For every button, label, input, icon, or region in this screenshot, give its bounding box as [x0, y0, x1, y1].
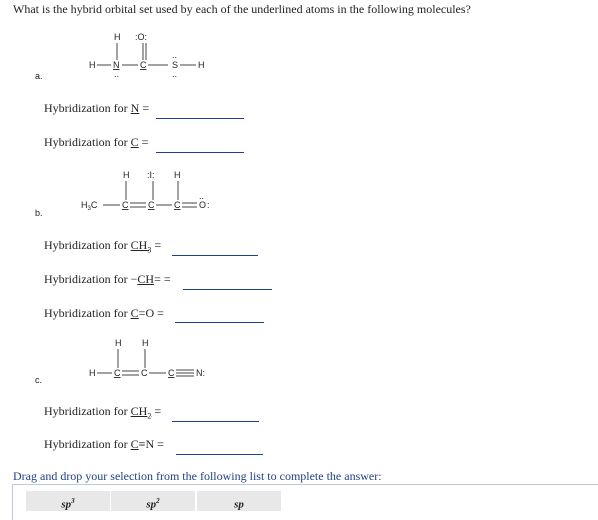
mol-c-c3: C — [168, 368, 175, 378]
part-a-q2: Hybridization for C = — [44, 135, 149, 149]
part-c-q1-atom: $CH_2$ — [130, 404, 152, 421]
part-b-q3-atom: C — [130, 306, 139, 320]
part-b-q2-atom: CH — [137, 272, 155, 286]
mol-b-c4: C — [174, 200, 181, 210]
mol-b-c2: C — [122, 200, 129, 210]
mol-c-c1: C — [114, 368, 121, 378]
mol-c-h-left: H — [89, 368, 96, 378]
mol-a-h-top: H — [114, 32, 121, 42]
part-a-q1-atom: N — [130, 101, 140, 115]
part-a-label: a. — [35, 71, 43, 81]
part-b-q3-drop-target[interactable] — [175, 322, 264, 323]
mol-a-s: S — [172, 60, 179, 70]
mol-c-h-top-right: H — [142, 338, 149, 348]
part-a-q2-drop-target[interactable] — [156, 152, 244, 153]
mol-b-c3: C — [148, 200, 155, 210]
part-b-q1-atom: $CH_3$ — [130, 238, 152, 255]
part-c-label: c. — [35, 375, 43, 385]
mol-b-h3c: $H_3C$ — [81, 200, 98, 212]
part-b-q1-drop-target[interactable] — [172, 255, 258, 256]
part-c-q1-drop-target[interactable] — [172, 421, 259, 422]
mol-a-h-right: H — [198, 60, 205, 70]
mol-a-h-left: H — [89, 60, 96, 70]
mol-a-s-lone-pair-top: .. — [172, 50, 178, 60]
mol-b-o-colon: : — [207, 200, 210, 210]
part-c-q2-atom: C — [130, 437, 139, 451]
mol-c-n: N: — [196, 368, 205, 378]
mol-a-o-top: :O: — [135, 32, 148, 42]
part-a-q2-atom: C — [130, 135, 139, 149]
mol-b-h-top-right: H — [174, 170, 181, 180]
question-text: What is the hybrid orbital set used by each of the underlined atoms in the following molecules? — [13, 2, 471, 16]
mol-a-n: N — [113, 60, 120, 70]
mol-b-i-top: :I: — [147, 170, 155, 180]
mol-a-c: C — [140, 60, 147, 70]
part-c-q1: Hybridization for $CH_2$ = — [44, 404, 162, 421]
part-b-q2-drop-target[interactable] — [183, 289, 272, 290]
part-b-q2: Hybridization for −CH= = — [44, 272, 171, 286]
part-a-q1: Hybridization for N = — [44, 101, 150, 115]
molecule-a-structure — [70, 28, 230, 88]
mol-b-o: O — [199, 200, 207, 210]
mol-b-h-top-left: H — [123, 170, 130, 180]
option-sp2[interactable]: $sp^2$ — [111, 491, 195, 511]
molecule-b-structure — [70, 166, 250, 226]
part-c-q2: Hybridization for C≡N = — [44, 437, 164, 451]
part-c-q2-drop-target[interactable] — [176, 454, 263, 455]
molecule-c-structure — [70, 334, 250, 384]
mol-b-o-lone-pair: .. — [199, 191, 205, 201]
option-sp[interactable]: sp — [197, 491, 281, 511]
part-b-q1: Hybridization for $CH_3$ = — [44, 238, 162, 255]
mol-c-c2: C — [141, 368, 148, 378]
mol-c-h-top-left: H — [115, 338, 122, 348]
mol-a-n-lone-pair: .. — [114, 69, 120, 79]
part-b-label: b. — [35, 208, 43, 218]
drag-instruction: Drag and drop your selection from the following list to complete the answer: — [13, 469, 382, 483]
option-sp3[interactable]: $sp^3$ — [26, 491, 110, 511]
part-a-q1-drop-target[interactable] — [156, 118, 244, 119]
part-b-q3: Hybridization for C=O = — [44, 306, 164, 320]
mol-a-s-lone-pair-bottom: .. — [172, 69, 178, 79]
